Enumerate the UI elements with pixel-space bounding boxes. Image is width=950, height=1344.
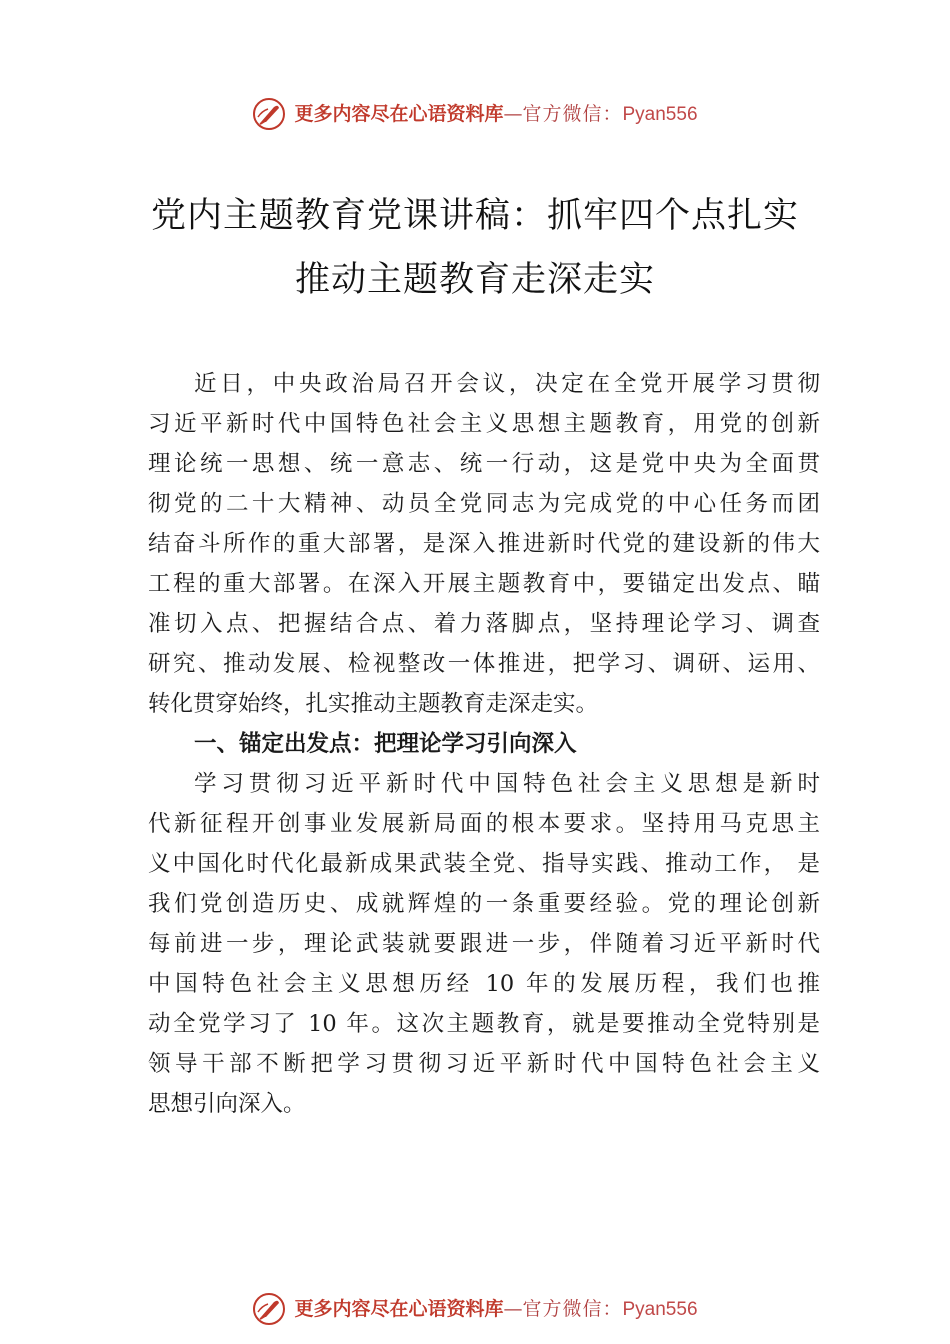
paragraph-line: 近日，中央政治局召开会议，决定在全党开展学习贯彻 xyxy=(194,371,820,397)
paragraph-line: 领导干部不断把学习贯彻习近平新时代中国特色社会主义 xyxy=(148,1051,820,1077)
document-title-line-1: 党内主题教育党课讲稿：抓牢四个点扎实 xyxy=(150,196,799,236)
paragraph-line: 每前进一步，理论武装就要跟进一步，伴随着习近平新时代 xyxy=(148,931,820,957)
watermark-separator: — xyxy=(503,102,523,125)
document-title-line-2: 推动主题教育走深走实 xyxy=(294,260,655,300)
paragraph-line: 工程的重大部署。在深入开展主题教育中，要锚定出发点、瞄 xyxy=(148,571,820,597)
section-heading: 一、锚定出发点：把理论学习引向深入 xyxy=(194,731,577,757)
paragraph-line: 中国特色社会主义思想历经 10 年的发展历程，我们也推 xyxy=(148,971,820,997)
paragraph-line: 代新征程开创事业发展新局面的根本要求。坚持用马克思主 xyxy=(148,811,820,837)
paragraph-line: 研究、推动发展、检视整改一体推进，把学习、调研、运用、 xyxy=(148,651,820,677)
watermark-separator: — xyxy=(503,1297,523,1320)
watermark-wechat-id: Pyan556 xyxy=(622,103,698,125)
paragraph-line: 彻党的二十大精神、动员全党同志为完成党的中心任务而团 xyxy=(148,491,820,517)
watermark-text xyxy=(294,94,697,135)
paragraph-line: 义中国化时代化最新成果武装全党、指导实践、推动工作， 是 xyxy=(148,851,820,877)
document-body xyxy=(148,364,820,1124)
watermark-wechat-label: 官方微信： xyxy=(522,102,623,125)
pen-quill-logo-icon xyxy=(252,97,286,131)
header-watermark xyxy=(0,94,950,134)
paragraph-line: 转化贯穿始终，扎实推动主题教育走深走实。 xyxy=(148,691,599,717)
paragraph-line: 动全党学习了 10 年。这次主题教育，就是要推动全党特别是 xyxy=(148,1011,820,1037)
paragraph-line: 结奋斗所作的重大部署，是深入推进新时代党的建设新的伟大 xyxy=(148,531,820,557)
watermark-brand: 更多内容尽在心语资料库 xyxy=(294,102,504,125)
paragraph-line: 思想引向深入。 xyxy=(148,1091,306,1117)
paragraph-line: 习近平新时代中国特色社会主义思想主题教育，用党的创新 xyxy=(148,411,820,437)
watermark-wechat-id: Pyan556 xyxy=(622,1298,698,1320)
footer-watermark xyxy=(0,1289,950,1329)
watermark-text xyxy=(294,1289,697,1330)
watermark-brand: 更多内容尽在心语资料库 xyxy=(294,1297,504,1320)
watermark-wechat-label: 官方微信： xyxy=(522,1297,623,1320)
paragraph-line: 我们党创造历史、成就辉煌的一条重要经验。党的理论创新 xyxy=(148,891,820,917)
paragraph-line: 准切入点、把握结合点、着力落脚点，坚持理论学习、调查 xyxy=(148,611,820,637)
paragraph-line: 学习贯彻习近平新时代中国特色社会主义思想是新时 xyxy=(194,771,820,797)
pen-quill-logo-icon xyxy=(252,1292,286,1326)
paragraph-line: 理论统一思想、统一意志、统一行动，这是党中央为全面贯 xyxy=(148,451,820,477)
